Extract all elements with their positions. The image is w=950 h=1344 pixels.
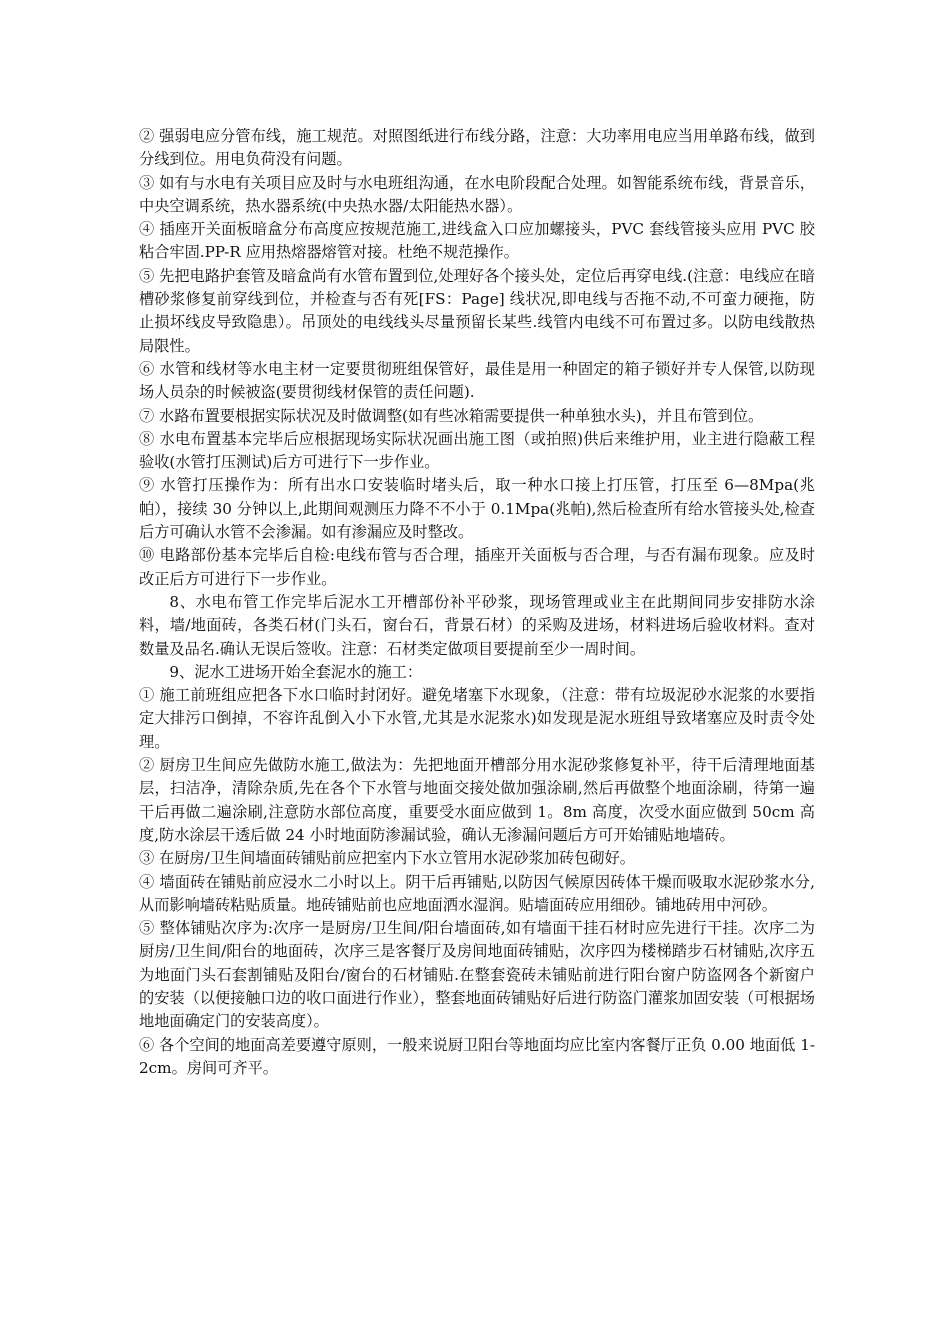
paragraph-pressure-test: ⑨ 水管打压操作为：所有出水口安装临时堵头后，取一种水口接上打压管，打压至 6—8Mpa(兆帕），接续 30 分钟以上,此期间观测压力降不不小于 0.1Mpa(兆帕),然后检查所有给水管接头处,检查后方可确认水管不会渗漏。如有渗漏应及时整改。 (139, 476, 815, 542)
paragraph-water-routing: ⑦ 水路布置要根据实际状况及时做调整(如有些冰箱需要提供一种单独水头)，并且布管到位。 (139, 406, 764, 425)
paragraph-waterproofing: ② 厨房卫生间应先做防水施工,做法为：先把地面开槽部分用水泥砂浆修复补平，待干后清理地面基层，扫洁净，清除杂质,先在各个下水管与地面交接处做加强涂刷,然后再做整个地面涂刷，待第一遍干后再做二遍涂刷,注意防水部位高度，重要受水面应做到 1。8m 高度，次受水面应做到 50cm 高度,防水涂层干透后做 24 小时地面防渗漏试验，确认无渗漏问题后方可开始铺贴地墙砖。 (139, 756, 815, 844)
paragraph-pipe-encasing: ③ 在厨房/卫生间墙面砖铺贴前应把室内下水立管用水泥砂浆加砖包砌好。 (139, 849, 635, 868)
paragraph-tiling-sequence: ⑤ 整体铺贴次序为:次序一是厨房/卫生间/阳台墙面砖,如有墙面干挂石材时应先进行干挂。次序二为厨房/卫生间/阳台的地面砖，次序三是客餐厅及房间地面砖铺贴，次序四为楼梯踏步石材铺贴,次序五为地面门头石套割铺贴及阳台/窗台的石材铺贴.在整套瓷砖未铺贴前进行阳台窗户防盗网各个新窗户的安装（以便接触口边的收口面进行作业），整套地面砖铺贴好后进行防盗门灌浆加固安装（可根据场地地面确定门的安装高度）。 (139, 919, 815, 1031)
paragraph-self-inspection: ⑩ 电路部份基本完毕后自检:电线布管与否合理，插座开关面板与否合理，与否有漏布现象。应及时改正后方可进行下一步作业。 (139, 546, 815, 588)
section-8-paragraph: 8、水电布管工作完毕后泥水工开槽部份补平砂浆，现场管理或业主在此期间同步安排防水涂料，墙/地面砖，各类石材(门头石，窗台石，背景石材）的采购及进场，材料进场后验收材料。查对数量及品名.确认无误后签收。注意：石材类定做项目要提前至少一周时间。 (139, 592, 815, 658)
paragraph-material-storage: ⑥ 水管和线材等水电主材一定要贯彻班组保管好，最佳是用一种固定的箱子锁好并专人保管,以防现场人员杂的时候被盗(要贯彻线材保管的责任问题). (139, 359, 815, 402)
paragraph-floor-levels: ⑥ 各个空间的地面高差要遵守原则，一般来说厨卫阳台等地面均应比室内客餐厅正负 0.00 地面低 1-2cm。房间可齐平。 (139, 1035, 815, 1077)
paragraph-drain-protection: ① 施工前班组应把各下水口临时封闭好。避免堵塞下水现象，（注意：带有垃圾泥砂水泥浆的水要指定大排污口倒掉，不容许乱倒入小下水管,尤其是水泥浆水)如发现是泥水班组导致堵塞应及时责令处理。 (139, 686, 815, 751)
paragraph-coordination: ③ 如有与水电有关项目应及时与水电班组沟通，在水电阶段配合处理。如智能系统布线，背景音乐，中央空调系统，热水器系统(中央热水器/太阳能热水器）。 (139, 173, 815, 215)
paragraph-socket-boxes: ④ 插座开关面板暗盒分布高度应按规范施工,进线盒入口应加螺接头，PVC 套线管接头应用 PVC 胶粘合牢固.PP-R 应用热熔器熔管对接。杜绝不规范操作。 (139, 220, 815, 262)
paragraph-conduit-threading: ⑤ 先把电路护套管及暗盒尚有水管布置到位,处理好各个接头处，定位后再穿电线.(注意：电线应在暗槽砂浆修复前穿线到位，并检查与否有死[FS：Page] 线状况,即电线与否拖不动,不可蛮力硬拖，防止损坏线皮导致隐患）。吊顶处的电线线头尽量预留长某些.线管内电线不可布置过多。以防电线散热局限性。 (139, 266, 815, 355)
document-page (139, 125, 815, 1080)
section-9-heading: 9、泥水工进场开始全套泥水的施工： (169, 662, 423, 681)
paragraph-electrical-wiring: ② 强弱电应分管布线，施工规范。对照图纸进行布线分路，注意：大功率用电应当用单路布线，做到分线到位。用电负荷没有问题。 (139, 127, 815, 169)
paragraph-tile-soaking: ④ 墙面砖在铺贴前应浸水二小时以上。阴干后再铺贴,以防因气候原因砖体干燥而吸取水泥砂浆水分,从而影响墙砖粘贴质量。地砖铺贴前也应地面洒水湿润。贴墙面砖应用细砂。铺地砖用中河砂。 (139, 872, 815, 914)
paragraph-construction-drawing: ⑧ 水电布置基本完毕后应根据现场实际状况画出施工图（或拍照)供后来维护用，业主进行隐蔽工程验收(水管打压测试)后方可进行下一步作业。 (139, 429, 815, 472)
